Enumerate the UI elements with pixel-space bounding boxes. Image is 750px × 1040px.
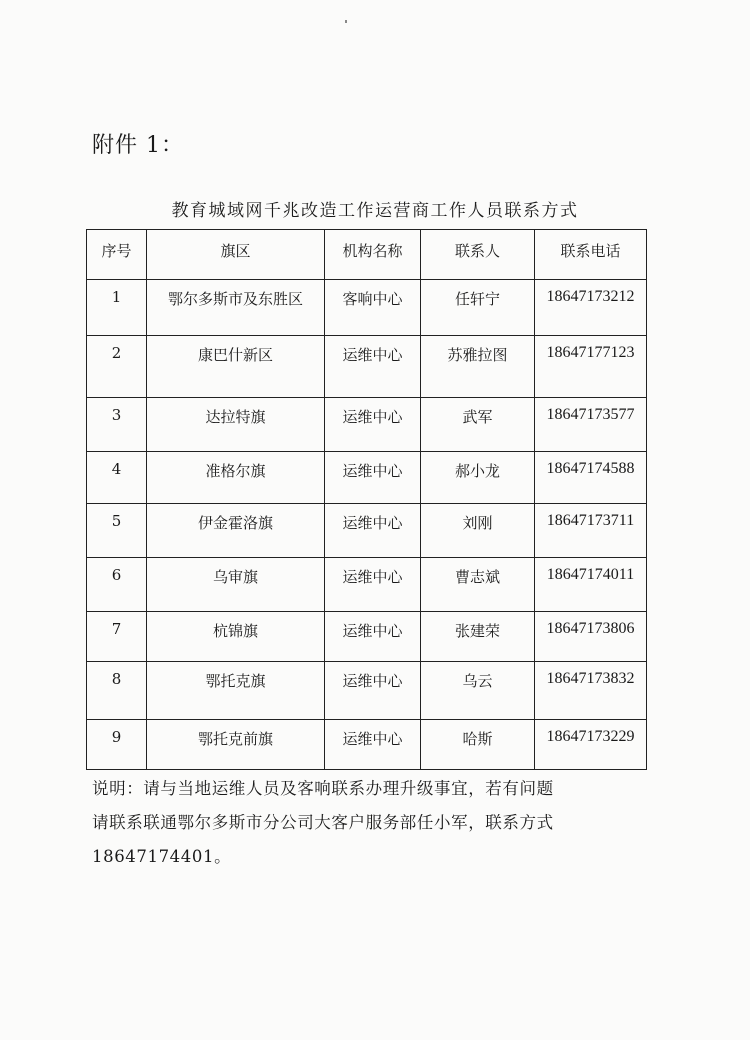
cell-district: 鄂托克前旗 (147, 720, 325, 770)
cell-no: 9 (87, 720, 147, 770)
cell-district: 杭锦旗 (147, 612, 325, 662)
header-org: 机构名称 (325, 230, 421, 280)
cell-phone: 18647173577 (535, 398, 647, 452)
cell-org: 客响中心 (325, 280, 421, 336)
cell-org: 运维中心 (325, 558, 421, 612)
cell-org: 运维中心 (325, 504, 421, 558)
cell-org: 运维中心 (325, 662, 421, 720)
cell-district: 乌审旗 (147, 558, 325, 612)
cell-no: 8 (87, 662, 147, 720)
cell-contact: 苏雅拉图 (421, 336, 535, 398)
cell-org: 运维中心 (325, 452, 421, 504)
cell-phone: 18647177123 (535, 336, 647, 398)
table-row (87, 452, 647, 504)
cell-phone: 18647173806 (535, 612, 647, 662)
cell-district: 鄂托克旗 (147, 662, 325, 720)
cell-district: 鄂尔多斯市及东胜区 (147, 280, 325, 336)
table-row (87, 336, 647, 398)
cell-no: 3 (87, 398, 147, 452)
cell-phone: 18647174588 (535, 452, 647, 504)
cell-no: 7 (87, 612, 147, 662)
cell-phone: 18647173711 (535, 504, 647, 558)
cell-no: 4 (87, 452, 147, 504)
note-line: 18647174401。 (92, 847, 232, 866)
cell-phone: 18647173212 (535, 280, 647, 336)
cell-contact: 曹志斌 (421, 558, 535, 612)
cell-phone: 18647173832 (535, 662, 647, 720)
cell-no: 5 (87, 504, 147, 558)
cell-contact: 武军 (421, 398, 535, 452)
table-row (87, 280, 647, 336)
cell-org: 运维中心 (325, 336, 421, 398)
cell-contact: 张建荣 (421, 612, 535, 662)
scan-speck (345, 20, 347, 23)
cell-contact: 任轩宁 (421, 280, 535, 336)
cell-contact: 郝小龙 (421, 452, 535, 504)
table-row (87, 720, 647, 770)
cell-contact: 刘刚 (421, 504, 535, 558)
note-paragraph (92, 772, 652, 874)
header-contact: 联系人 (421, 230, 535, 280)
table-row (87, 504, 647, 558)
table-header-row (87, 230, 647, 280)
table-row (87, 558, 647, 612)
header-no: 序号 (87, 230, 147, 280)
cell-org: 运维中心 (325, 612, 421, 662)
cell-contact: 哈斯 (421, 720, 535, 770)
cell-phone: 18647173229 (535, 720, 647, 770)
cell-district: 达拉特旗 (147, 398, 325, 452)
document-title: 教育城域网千兆改造工作运营商工作人员联系方式 (171, 201, 579, 221)
header-phone: 联系电话 (535, 230, 647, 280)
note-line: 说明：请与当地运维人员及客响联系办理升级事宜，若有问题 (92, 779, 554, 798)
cell-org: 运维中心 (325, 398, 421, 452)
cell-district: 准格尔旗 (147, 452, 325, 504)
table-row (87, 612, 647, 662)
attachment-label: 附件 1： (92, 133, 184, 158)
note-line: 请联系联通鄂尔多斯市分公司大客户服务部任小军，联系方式 (92, 813, 554, 832)
table-row (87, 662, 647, 720)
cell-no: 6 (87, 558, 147, 612)
cell-district: 伊金霍洛旗 (147, 504, 325, 558)
table-row (87, 398, 647, 452)
cell-no: 2 (87, 336, 147, 398)
header-district: 旗区 (147, 230, 325, 280)
cell-org: 运维中心 (325, 720, 421, 770)
cell-contact: 乌云 (421, 662, 535, 720)
cell-district: 康巴什新区 (147, 336, 325, 398)
cell-phone: 18647174011 (535, 558, 647, 612)
contact-table (86, 229, 647, 770)
cell-no: 1 (87, 280, 147, 336)
